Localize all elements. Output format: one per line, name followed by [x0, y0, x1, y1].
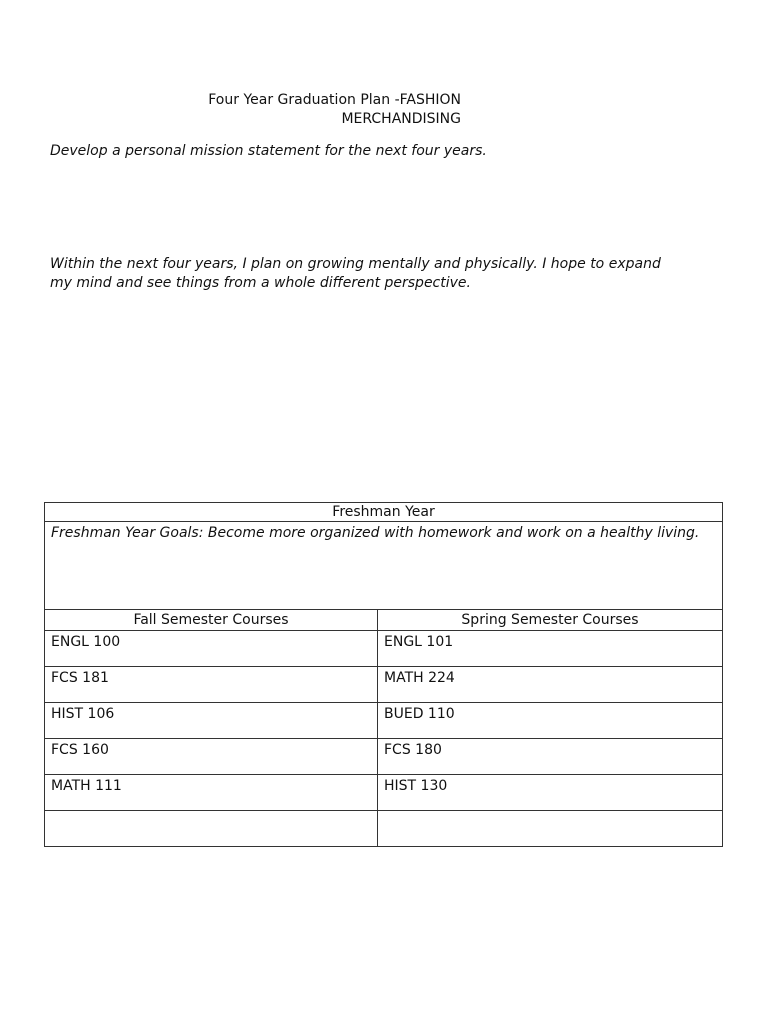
title-line-2: MERCHANDISING [341, 111, 461, 127]
fall-course-cell: FCS 160 [45, 739, 378, 775]
spring-course-cell: ENGL 101 [378, 631, 723, 667]
spring-course-cell: BUED 110 [378, 703, 723, 739]
table-row [45, 667, 723, 703]
spring-semester-heading: Spring Semester Courses [378, 610, 723, 631]
table-row [45, 631, 723, 667]
spring-course-cell: FCS 180 [378, 739, 723, 775]
table-row [45, 703, 723, 739]
title-line-1: Four Year Graduation Plan -FASHION [208, 92, 461, 108]
table-row [45, 775, 723, 811]
year-goals: Freshman Year Goals: Become more organized with homework and work on a healthy living. [45, 522, 723, 610]
mission-prompt: Develop a personal mission statement for the next four years. [50, 143, 487, 159]
fall-course-cell: MATH 111 [45, 775, 378, 811]
fall-course-cell [45, 811, 378, 847]
spring-course-cell [378, 811, 723, 847]
mission-line-2: my mind and see things from a whole different perspective. [50, 275, 471, 291]
fall-course-cell: ENGL 100 [45, 631, 378, 667]
mission-statement [50, 255, 690, 293]
document-title [170, 91, 461, 129]
year-heading: Freshman Year [45, 503, 723, 522]
spring-course-cell: MATH 224 [378, 667, 723, 703]
mission-line-1: Within the next four years, I plan on growing mentally and physically. I hope to expand [50, 256, 661, 272]
fall-course-cell: FCS 181 [45, 667, 378, 703]
freshman-plan-table [44, 502, 723, 847]
fall-semester-heading: Fall Semester Courses [45, 610, 378, 631]
table-row [45, 739, 723, 775]
table-row [45, 811, 723, 847]
spring-course-cell: HIST 130 [378, 775, 723, 811]
fall-course-cell: HIST 106 [45, 703, 378, 739]
